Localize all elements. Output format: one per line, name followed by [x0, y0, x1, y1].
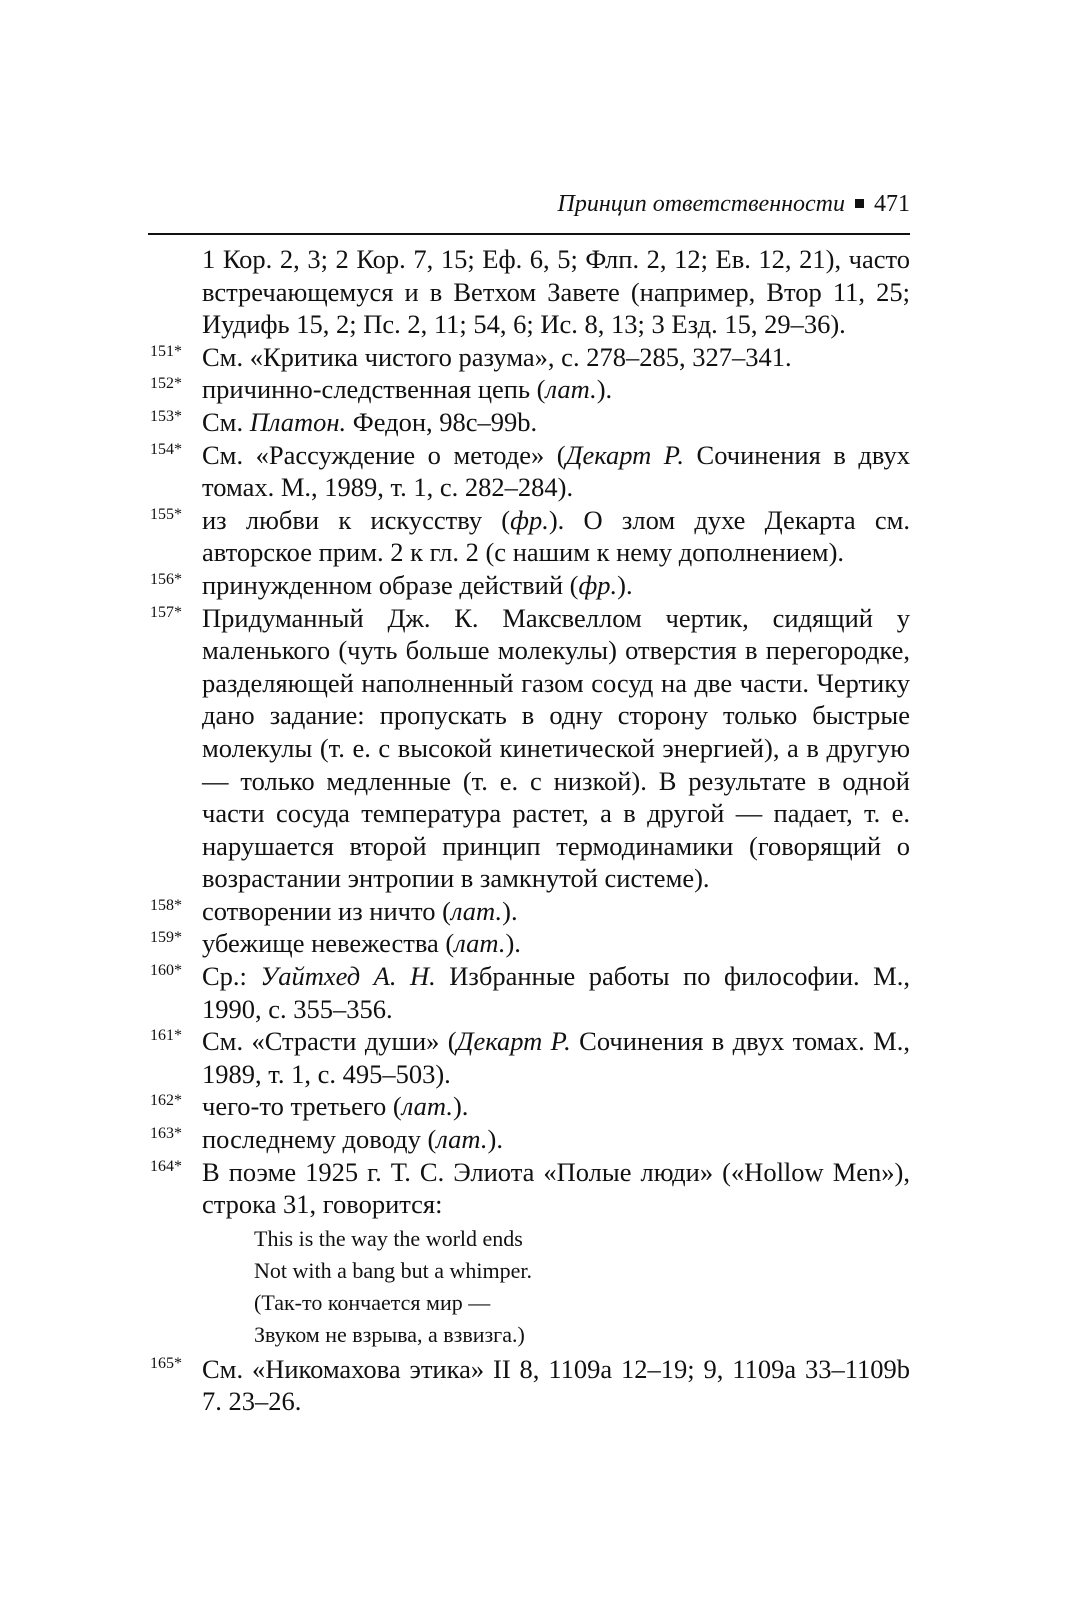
note-item	[150, 1025, 910, 1090]
note-number: 163*	[150, 1125, 182, 1143]
note-item	[150, 1090, 910, 1123]
note-item	[150, 373, 910, 406]
note-fragment: принужденном образе действий (	[202, 569, 579, 600]
note-fragment: ).	[617, 569, 633, 600]
note-continuation	[150, 243, 910, 341]
note-italic-fragment: лат.	[545, 374, 597, 405]
note-text	[202, 960, 910, 1025]
note-italic-fragment: фр.	[578, 569, 618, 600]
note-fragment: Сочинения в двух томах. М., 1989, т. 1, с. 282–284).	[202, 439, 910, 503]
note-number: 154*	[150, 440, 182, 458]
note-number: 159*	[150, 929, 182, 947]
note-fragment: В поэме 1925 г. Т. С. Элиота «Полые люди» («Hollow Men»), строка 31, говорится:	[202, 1156, 910, 1220]
note-number: 160*	[150, 962, 182, 980]
note-item	[150, 1123, 910, 1156]
note-text	[202, 504, 910, 569]
note-item	[150, 406, 910, 439]
note-text	[202, 927, 910, 960]
endnotes	[150, 243, 910, 1418]
note-fragment: Избранные работы по философии. М., 1990, с. 355–356.	[202, 961, 910, 1024]
note-fragment: Федон, 98с–99b.	[346, 406, 538, 437]
note-fragment: ).	[452, 1091, 469, 1122]
continuation-line: 25; Иудифь 15, 2; Пс. 2, 11; 54, 6; Ис. 8, 13; 3 Езд. 15, 29–36).	[202, 276, 911, 340]
note-number: 153*	[150, 407, 182, 425]
verse-quote	[202, 1223, 910, 1351]
note-fragment: См. «Рассуждение о методе» (	[202, 439, 566, 470]
note-item	[150, 960, 910, 1025]
note-fragment: убежище невежества (	[202, 928, 455, 959]
note-text	[202, 439, 910, 504]
note-text	[202, 1025, 910, 1090]
note-fragment: Сочинения в двух томах. М., 1989, т. 1, с. 495–503).	[202, 1026, 910, 1089]
verse-line: This is the way the world ends	[254, 1225, 523, 1251]
continuation-line: 1 Кор. 2, 3; 2 Кор. 7, 15; Еф. 6, 5; Флп. 2, 12; Ев. 12, 21),	[202, 244, 842, 274]
note-italic-fragment: Платон.	[249, 406, 347, 437]
note-item	[150, 341, 910, 374]
note-italic-fragment: Декарт Р.	[565, 439, 684, 470]
note-text	[202, 1090, 910, 1123]
note-italic-fragment: лат.	[401, 1091, 453, 1122]
note-fragment: ).	[487, 1124, 503, 1155]
note-fragment: ).	[596, 374, 613, 405]
note-fragment: Ср.:	[202, 961, 261, 992]
note-number: 151*	[150, 342, 182, 360]
note-text	[202, 373, 910, 406]
note-fragment: последнему доводу (	[202, 1124, 437, 1155]
page-number: 471	[874, 191, 910, 217]
header-rule	[148, 233, 910, 235]
note-text	[202, 569, 910, 602]
square-bullet-icon	[855, 199, 864, 208]
note-number: 161*	[150, 1027, 182, 1045]
note-fragment: Придуманный Дж. К. Максвеллом чертик, сидящий у маленького (чуть больше молекулы) отверстия в перегородке, разделяющей наполненный газом сосуд на две части. Чертику дано задание: пропускать в одну сторону только быстрые молекулы (т. е. с высокой кинетической энергией), а в другую — только медленные (т. е. с низкой). В результате в одной части сосуда температура растет, а в другой — падает, т. е. нарушается второй принцип термодинамики (говорящий о возрастании энтропии в замкнутой системе).	[202, 602, 910, 894]
running-header	[150, 190, 910, 218]
note-item	[150, 1156, 910, 1353]
note-italic-fragment: лат.	[436, 1124, 488, 1155]
note-number: 162*	[150, 1092, 182, 1110]
note-item	[150, 895, 910, 928]
note-item	[150, 927, 910, 960]
note-fragment: ).	[502, 895, 518, 926]
note-italic-fragment: Уайтхед А. Н.	[260, 961, 436, 992]
note-text	[202, 341, 910, 374]
running-title: Принцип ответственности	[557, 191, 845, 217]
note-fragment: См.	[202, 406, 250, 437]
note-italic-fragment: Декарт Р.	[456, 1026, 571, 1057]
note-italic-fragment: лат.	[450, 895, 503, 926]
note-text	[202, 1353, 910, 1418]
note-number: 165*	[150, 1354, 182, 1372]
verse-line: Not with a bang but a whimper.	[254, 1257, 533, 1283]
note-italic-fragment: фр.	[510, 504, 549, 535]
note-item	[150, 569, 910, 602]
note-number: 164*	[150, 1157, 182, 1175]
verse-line: Звуком не взрыва, а взвизга.)	[254, 1321, 525, 1347]
continuation-line: часто встречающемуся и в Ветхом Завете (например, Втор 11,	[202, 244, 910, 307]
note-number: 156*	[150, 570, 182, 588]
note-text	[202, 602, 910, 895]
note-fragment: из любви к искусству (	[202, 504, 511, 535]
note-fragment: ).	[505, 928, 521, 959]
note-text	[202, 406, 910, 439]
note-fragment: См. «Страсти души» (	[202, 1026, 457, 1057]
note-fragment: ). О злом духе Декарта см. авторское прим. 2 к гл. 2 (с нашим к нему дополнением).	[202, 504, 911, 568]
note-number: 152*	[150, 375, 182, 393]
note-fragment: сотворении из ничто (	[202, 895, 451, 926]
note-line: См. «Критика чистого разума», с. 278–285, 327–341.	[202, 341, 792, 372]
note-list	[150, 341, 910, 1418]
note-item	[150, 504, 910, 569]
note-italic-fragment: лат.	[454, 928, 506, 959]
note-text	[202, 1156, 910, 1353]
note-item	[150, 602, 910, 895]
note-fragment: чего-то третьего (	[202, 1091, 402, 1122]
note-item	[150, 439, 910, 504]
note-text	[202, 895, 910, 928]
note-number: 158*	[150, 896, 182, 914]
note-fragment: причинно-следственная цепь (	[202, 374, 546, 405]
note-number: 155*	[150, 505, 182, 523]
note-fragment: См. «Никомахова этика» II 8, 1109а 12–19; 9, 1109а 33–1109b 7. 23–26.	[202, 1353, 910, 1417]
note-number: 157*	[150, 603, 182, 621]
note-item	[150, 1353, 910, 1418]
verse-line: (Так-то кончается мир —	[254, 1289, 491, 1315]
note-text	[202, 1123, 910, 1156]
